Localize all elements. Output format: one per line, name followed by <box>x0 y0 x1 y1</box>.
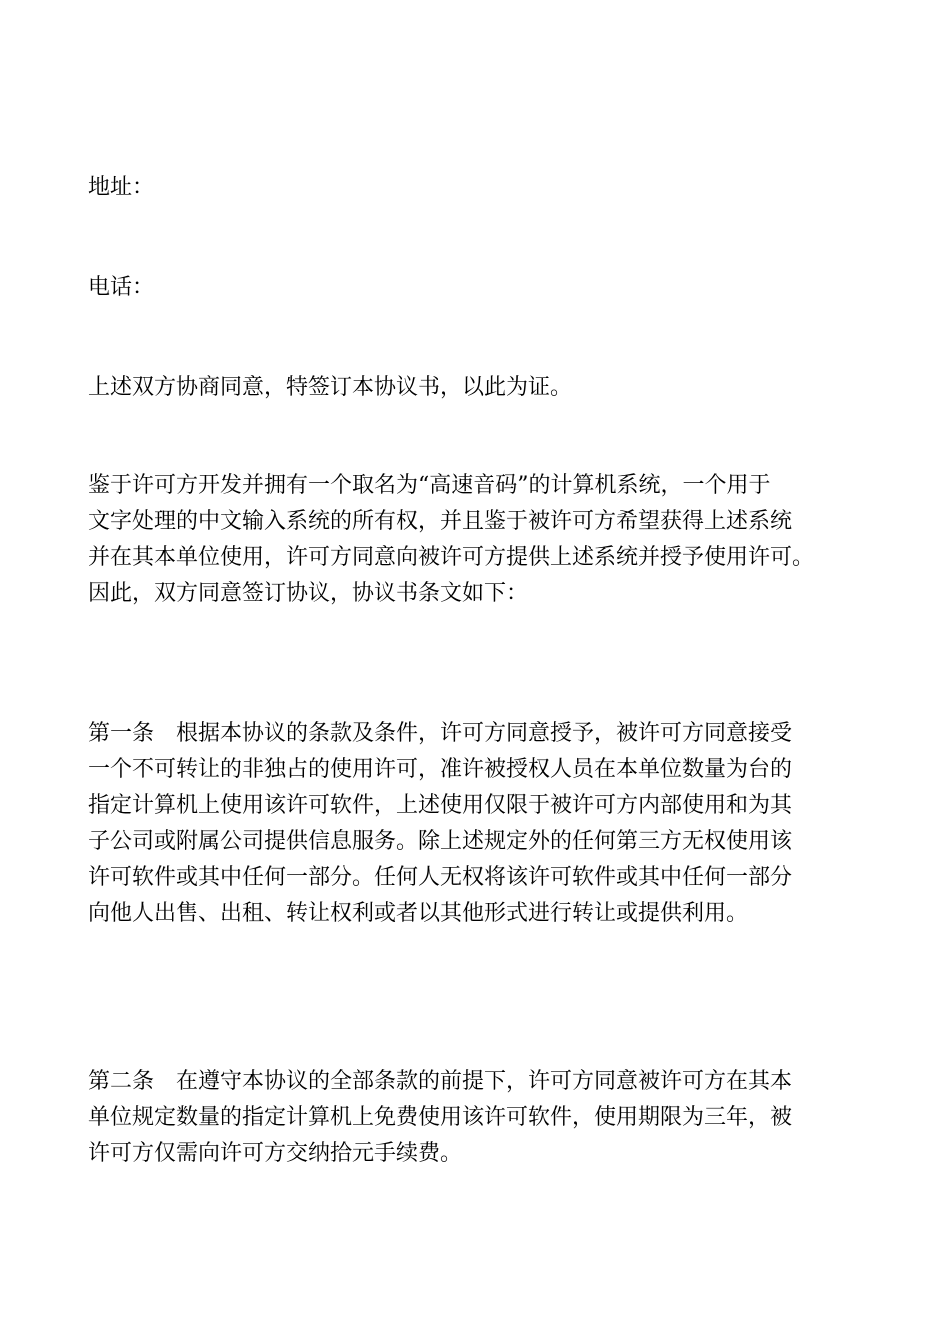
recital-paragraph <box>88 468 878 612</box>
recital-line: 文字处理的中文输入系统的所有权，并且鉴于被许可方希望获得上述系统 <box>88 509 793 534</box>
article-2-line: 第二条 在遵守本协议的全部条款的前提下，许可方同意被许可方在其本 <box>88 1069 793 1094</box>
recital-line: 并在其本单位使用，许可方同意向被许可方提供上述系统并授予使用许可。 <box>88 545 815 570</box>
article-1-line: 许可软件或其中任何一部分。任何人无权将该许可软件或其中任何一部分 <box>88 865 793 890</box>
article-1-line: 一个不可转让的非独占的使用许可，准许被授权人员在本单位数量为台的 <box>88 757 793 782</box>
agreement-statement-text: 上述双方协商同意，特签订本协议书，以此为证。 <box>88 375 573 400</box>
article-1-line: 指定计算机上使用该许可软件，上述使用仅限于被许可方内部使用和为其 <box>88 793 793 818</box>
address-line <box>88 170 878 206</box>
article-2-line: 许可方仅需向许可方交纳拾元手续费。 <box>88 1141 463 1166</box>
address-label: 地址： <box>88 175 155 200</box>
article-1-paragraph <box>88 716 878 932</box>
phone-line <box>88 270 878 306</box>
recital-line: 因此，双方同意签订协议，协议书条文如下： <box>88 581 529 606</box>
recital-line: 鉴于许可方开发并拥有一个取名为“高速音码”的计算机系统，一个用于 <box>88 473 771 498</box>
phone-label: 电话： <box>88 275 155 300</box>
agreement-statement <box>88 370 878 406</box>
article-1-line: 向他人出售、出租、转让权利或者以其他形式进行转让或提供利用。 <box>88 901 749 926</box>
article-2-paragraph <box>88 1064 878 1172</box>
article-2-line: 单位规定数量的指定计算机上免费使用该许可软件，使用期限为三年，被 <box>88 1105 793 1130</box>
article-1-line: 第一条 根据本协议的条款及条件，许可方同意授予，被许可方同意接受 <box>88 721 793 746</box>
article-1-line: 子公司或附属公司提供信息服务。除上述规定外的任何第三方无权使用该 <box>88 829 793 854</box>
